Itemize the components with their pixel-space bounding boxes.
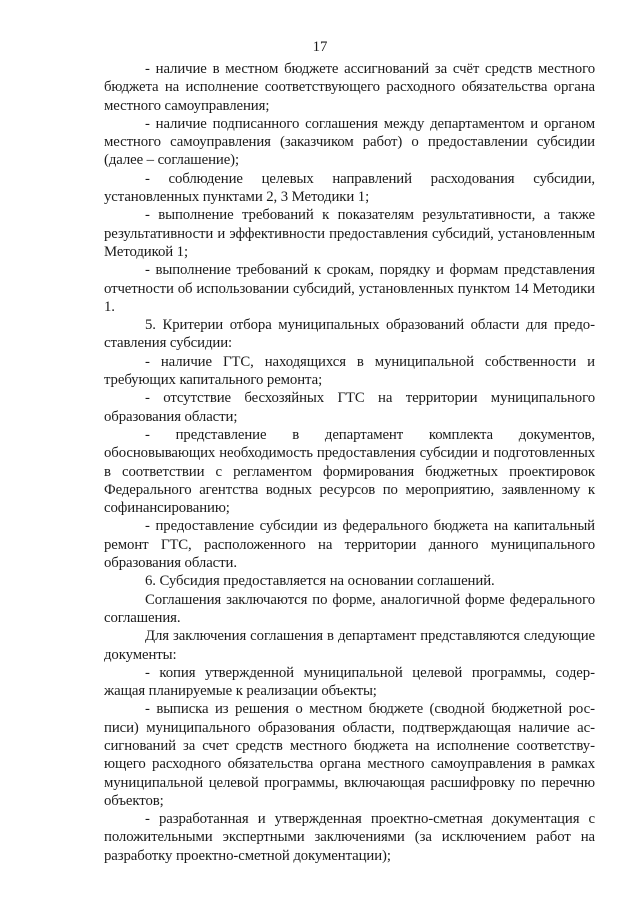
paragraph-budget-extract: - выписка из решения о местном бюджете (сводной бюджетной росписи) муниципального образования области, подтверждающая наличие ассигнований за счет средств местного бюджета на исполнение соответствующего расходного обязательства органа местного самоуправления в рамках муниципальной целевой программы, включающая расшифровку по перечню объектов; — [104, 701, 595, 809]
paragraph-required-documents: Для заключения соглашения в департамент представляются следующие документы: — [104, 628, 595, 663]
paragraph-design-documentation: - разработанная и утвержденная проектно-сметная документация с положительными экспертными заключениями (за исключением работ на разработку проектно-сметной документации); — [104, 811, 595, 864]
paragraph-agreement-form: Соглашения заключаются по форме, аналогичной форме федерального соглашения. — [104, 591, 595, 626]
paragraph-budget-allocations: - наличие в местном бюджете ассигнований за счёт средств местного бюджета на исполнение соответствующего расходного обязательства органа местного самоуправления; — [104, 61, 595, 114]
paragraph-signed-agreement: - наличие подписанного соглашения между департаментом и органом местного самоуправления (заказчиком работ) о предоставлении субсидии (далее – соглашение); — [104, 115, 595, 169]
document-body — [104, 60, 595, 865]
paragraph-performance-indicators: - выполнение требований к показателям результативности, а также результативности и эффективности предоставления субсидий, установленным Методикой 1; — [104, 207, 595, 260]
paragraph-documents-submission: - представление в департамент комплекта документов, обосновывающих необходимость предоставления субсидии и подготовленных в соответствии с регламентом формирования бюджетных проектировок Федерального агентства водных ресурсов по мероприятию, заявленному к софинансированию; — [104, 426, 595, 517]
paragraph-federal-subsidy: - предоставление субсидии из федерального бюджета на капитальный ремонт ГТС, расположенного на территории данного муниципального образования области. — [104, 518, 595, 572]
paragraph-no-ownerless-gts: - отсутствие бесхозяйных ГТС на территории муниципального образования области; — [104, 390, 595, 425]
paragraph-selection-criteria: 5. Критерии отбора муниципальных образований области для предоставления субсидии: — [104, 317, 595, 352]
paragraph-gts-ownership: - наличие ГТС, находящихся в муниципальной собственности и требующих капитального ремонта; — [104, 353, 595, 389]
paragraph-subsidy-basis: 6. Субсидия предоставляется на основании соглашений. — [145, 573, 495, 590]
paragraph-program-copy: - копия утвержденной муниципальной целевой программы, содержащая планируемые к реализации объекты; — [104, 664, 595, 700]
page-number: 17 — [312, 39, 328, 55]
paragraph-reporting-requirements: - выполнение требований к срокам, порядку и формам представления отчетности об использовании субсидий, установленных пунктом 14 Методики 1. — [104, 262, 595, 315]
paragraph-target-spending: - соблюдение целевых направлений расходования субсидии, установленных пунктами 2, 3 Методики 1; — [104, 170, 595, 206]
